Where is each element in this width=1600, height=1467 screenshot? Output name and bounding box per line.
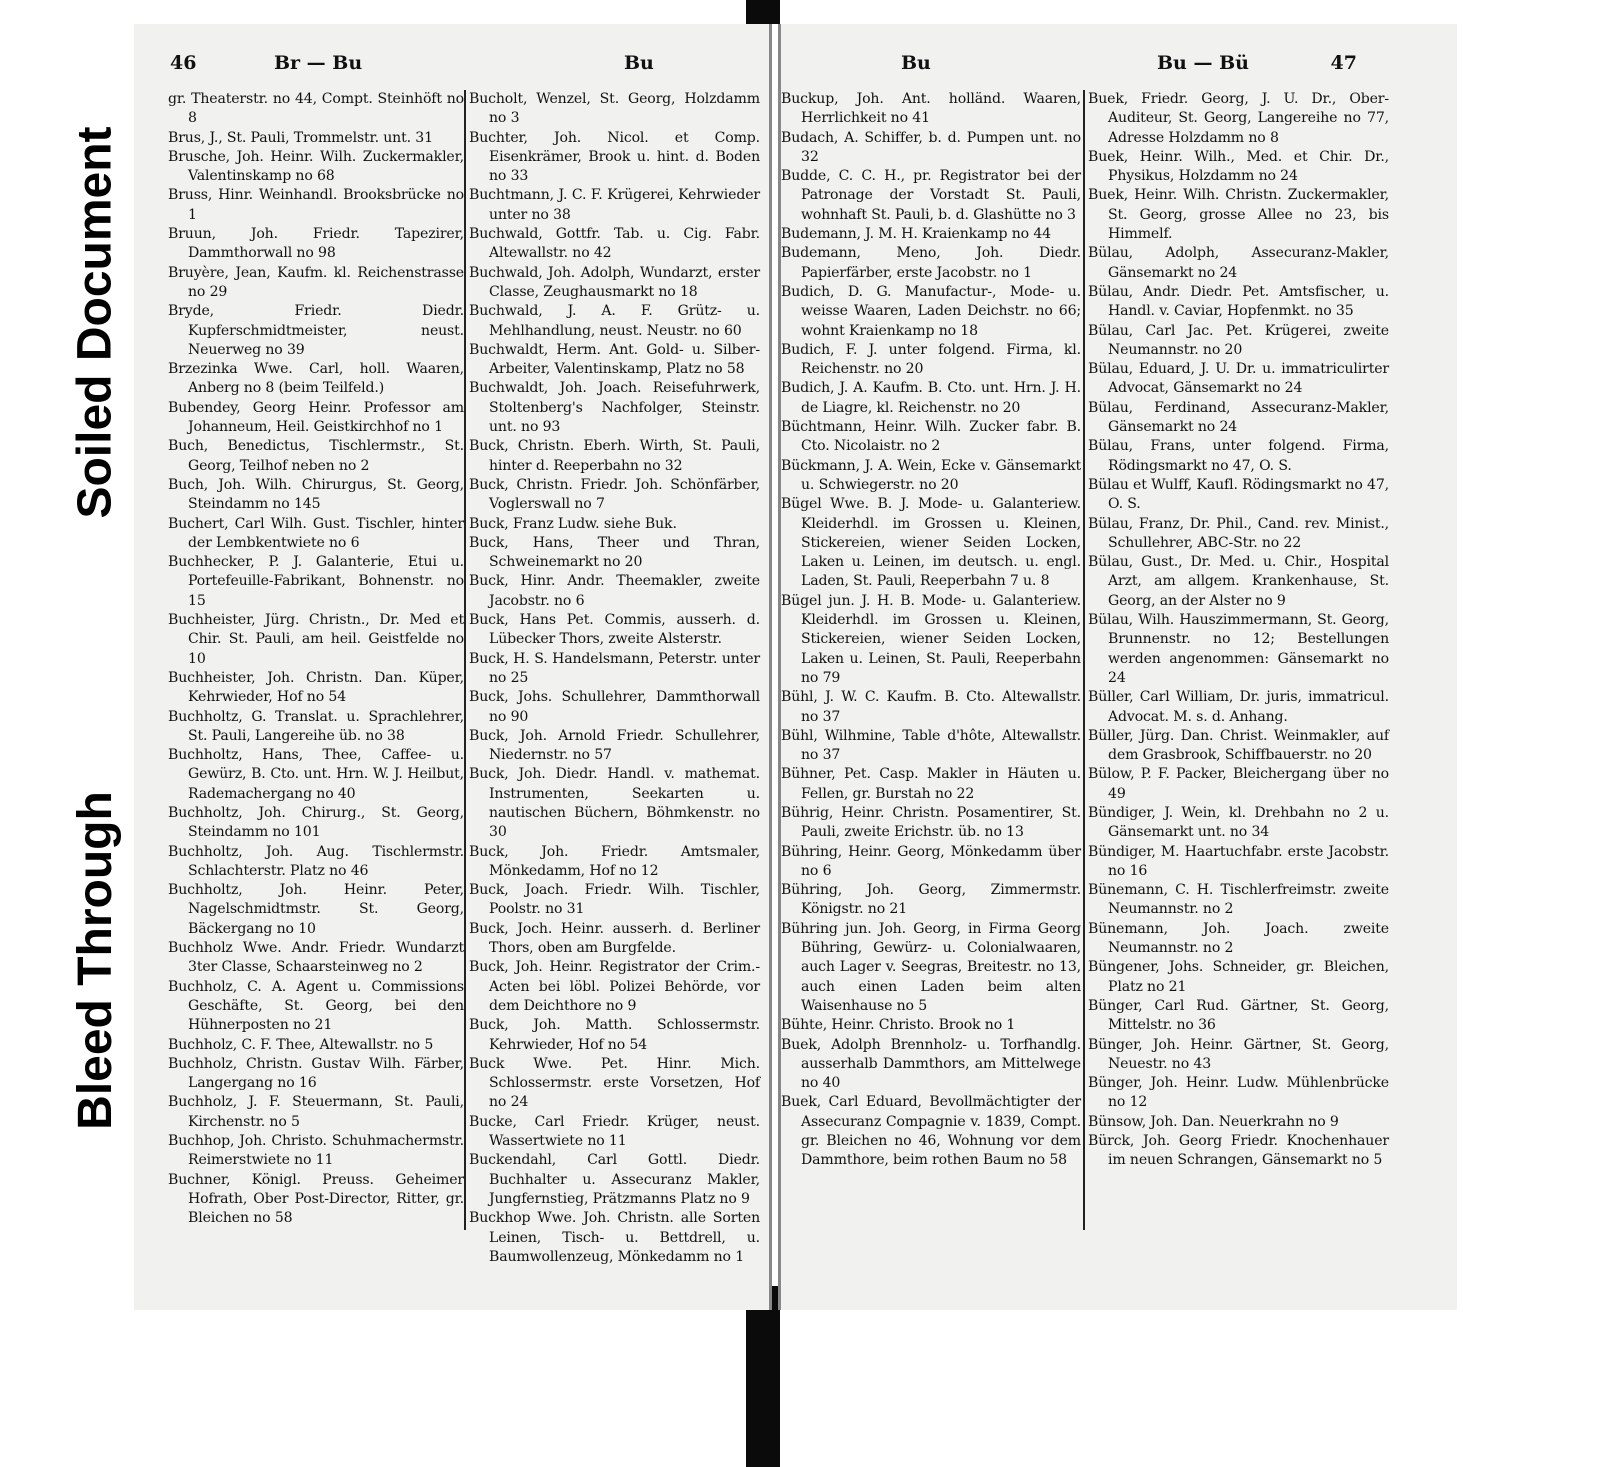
right-page-header <box>781 52 1457 82</box>
directory-entry: Buck, Hinr. Andr. Theemakler, zweite Jacobstr. no 6 <box>469 573 760 609</box>
directory-entry: Buck Wwe. Pet. Hinr. Mich. Schlossermstr. erste Vorsetzen, Hof no 24 <box>469 1055 760 1111</box>
directory-entry: Buchholz, C. A. Agent u. Commissions Geschäfte, St. Georg, bei den Hühnerposten no 21 <box>168 978 464 1034</box>
directory-entry: Bülau, Carl Jac. Pet. Krügerei, zweite Neumannstr. no 20 <box>1088 322 1389 358</box>
directory-entry: Buchtmann, J. C. F. Krügerei, Kehrwieder unter no 38 <box>469 187 760 223</box>
running-head-right: Bu — Bü <box>1157 52 1249 74</box>
directory-entry: Brusche, Joh. Heinr. Wilh. Zuckermakler, Valentinskamp no 68 <box>168 148 464 185</box>
directory-entry: Buchwald, J. A. F. Grütz- u. Mehlhandlung, neust. Neustr. no 60 <box>469 303 760 339</box>
directory-entry: Buckup, Joh. Ant. holländ. Waaren, Herrlichkeit no 41 <box>781 91 1081 127</box>
directory-entry: Bülau, Andr. Diedr. Pet. Amtsfischer, u. Handl. v. Caviar, Hopfenmkt. no 35 <box>1088 283 1389 320</box>
running-head-left: Br — Bu <box>274 52 363 74</box>
directory-entry: Buck, Hans, Theer und Thran, Schweinemarkt no 20 <box>469 534 760 571</box>
directory-entry: Buck, Joach. Friedr. Wilh. Tischler, Poolstr. no 31 <box>469 882 760 918</box>
directory-entry: Buchert, Carl Wilh. Gust. Tischler, hinter der Lembkentwiete no 6 <box>168 515 464 551</box>
directory-entry: Buck, Franz Ludw. siehe Buk. <box>469 515 677 532</box>
directory-entry: Buchwald, Joh. Adolph, Wundarzt, erster Classe, Zeughausmarkt no 18 <box>469 264 760 300</box>
directory-entry: Bühring, Heinr. Georg, Mönkedamm über no 6 <box>781 843 1081 879</box>
directory-entry: Bühner, Pet. Casp. Makler in Häuten u. Fellen, gr. Burstah no 22 <box>781 766 1081 802</box>
directory-entry: Brzezinka Wwe. Carl, holl. Waaren, Anberg no 8 (beim Teilfeld.) <box>168 361 464 397</box>
directory-entry: Buchwald, Gottfr. Tab. u. Cig. Fabr. Altewallstr. no 42 <box>469 226 760 262</box>
directory-entry: Bühte, Heinr. Christo. Brook no 1 <box>781 1017 1016 1034</box>
directory-entry: Buchholz, Christn. Gustav Wilh. Färber, Langergang no 16 <box>168 1055 464 1092</box>
directory-entry: Buck, Joh. Diedr. Handl. v. mathemat. Instrumenten, Seekarten u. nautischen Büchern, Böhmkenstr. no 30 <box>469 766 760 841</box>
directory-entry: Buchholtz, Joh. Aug. Tischlermstr. Schlachterstr. Platz no 46 <box>168 843 464 879</box>
directory-entry: Buek, Heinr. Wilh., Med. et Chir. Dr., Physikus, Holzdamm no 24 <box>1088 148 1389 185</box>
directory-entry: Budich, J. A. Kaufm. B. Cto. unt. Hrn. J. H. de Liagre, kl. Reichenstr. no 20 <box>781 380 1081 416</box>
directory-entry: Büller, Jürg. Dan. Christ. Weinmakler, auf dem Grasbrook, Schiffbauerstr. no 20 <box>1088 727 1389 764</box>
directory-column-3 <box>781 90 1081 1230</box>
directory-entry: Bubendey, Georg Heinr. Professor am Johanneum, Heil. Geistkirchhof no 1 <box>168 399 464 436</box>
directory-entry: Buchheister, Jürg. Christn., Dr. Med et Chir. St. Pauli, am heil. Geistfelde no 10 <box>168 612 464 667</box>
directory-entry: Buchner, Königl. Preuss. Geheimer Hofrath, Ober Post-Director, Ritter, gr. Bleichen no 58 <box>168 1171 464 1227</box>
directory-entry: Budemann, Meno, Joh. Diedr. Papierfärber, erste Jacobstr. no 1 <box>781 245 1081 281</box>
page-number-left: 46 <box>170 52 197 74</box>
directory-column-4 <box>1083 90 1389 1230</box>
directory-entry: Buck, H. S. Handelsmann, Peterstr. unter no 25 <box>469 650 760 686</box>
directory-entry: Bühl, Wilhmine, Table d'hôte, Altewallstr. no 37 <box>781 727 1081 764</box>
page-number-right: 47 <box>1330 52 1357 74</box>
directory-entry: Bünger, Joh. Heinr. Gärtner, St. Georg, Neuestr. no 43 <box>1088 1036 1389 1072</box>
directory-entry: Buch, Benedictus, Tischlermstr., St. Georg, Teilhof neben no 2 <box>168 438 464 474</box>
running-head-left-col2: Bu <box>624 52 654 74</box>
directory-entry: Bucke, Carl Friedr. Krüger, neust. Wassertwiete no 11 <box>469 1113 760 1150</box>
directory-entry: Budich, F. J. unter folgend. Firma, kl. Reichenstr. no 20 <box>781 341 1081 378</box>
directory-entry: Bülau, Ferdinand, Assecuranz-Makler, Gänsemarkt no 24 <box>1088 399 1389 436</box>
directory-entry: Bühl, J. W. C. Kaufm. B. Cto. Altewallstr. no 37 <box>781 689 1081 725</box>
directory-entry: Buchwaldt, Joh. Joach. Reisefuhrwerk, Stoltenberg's Nachfolger, Steinstr. unt. no 93 <box>469 380 760 436</box>
directory-entry: Bünsow, Joh. Dan. Neuerkrahn no 9 <box>1088 1113 1339 1130</box>
directory-entry: Buchter, Joh. Nicol. et Comp. Eisenkrämer, Brook u. hint. d. Boden no 33 <box>469 129 760 185</box>
directory-entry: Buchhop, Joh. Christo. Schuhmachermstr. Reimerstwiete no 11 <box>168 1133 464 1169</box>
directory-entry: Bülau, Adolph, Assecuranz-Makler, Gänsemarkt no 24 <box>1088 245 1389 281</box>
directory-entry: Bülau, Eduard, J. U. Dr. u. immatriculirter Advocat, Gänsemarkt no 24 <box>1088 361 1389 397</box>
left-page-header <box>170 52 749 82</box>
directory-entry: Buck, Christn. Eberh. Wirth, St. Pauli, hinter d. Reeperbahn no 32 <box>469 438 760 474</box>
directory-entry: Buek, Heinr. Wilh. Christn. Zuckermakler, St. Georg, grosse Allee no 23, bis Himmelf. <box>1088 187 1389 243</box>
directory-entry: Buchholtz, G. Translat. u. Sprachlehrer, St. Pauli, Langereihe üb. no 38 <box>168 708 464 744</box>
directory-entry: Brus, J., St. Pauli, Trommelstr. unt. 31 <box>168 129 433 146</box>
directory-entry: Buck, Joh. Friedr. Amtsmaler, Mönkedamm, Hof no 12 <box>469 843 760 879</box>
directory-entry: Bündiger, M. Haartuchfabr. erste Jacobstr. no 16 <box>1088 843 1389 879</box>
bleed-through-label: Bleed Through <box>60 740 130 1180</box>
spine-bottom <box>746 1286 780 1467</box>
directory-entry: Bruun, Joh. Friedr. Tapezirer, Dammthorwall no 98 <box>168 226 464 262</box>
directory-entry: Budich, D. G. Manufactur-, Mode- u. weisse Waaren, Laden Deichstr. no 66; wohnt Kraienkamp no 18 <box>781 283 1081 339</box>
directory-entry: Bückmann, J. A. Wein, Ecke v. Gänsemarkt u. Schwiegerstr. no 20 <box>781 457 1081 493</box>
directory-entry: Buchhecker, P. J. Galanterie, Etui u. Portefeuille-Fabrikant, Bohnenstr. no 15 <box>168 554 464 609</box>
directory-entry: Bryde, Friedr. Diedr. Kupferschmidtmeister, neust. Neuerweg no 39 <box>168 303 464 358</box>
directory-entry: Bülau, Franz, Dr. Phil., Cand. rev. Minist., Schullehrer, ABC-Str. no 22 <box>1088 515 1389 551</box>
directory-column-2 <box>464 90 760 1265</box>
directory-entry: Bülau, Gust., Dr. Med. u. Chir., Hospital Arzt, am allgem. Krankenhause, St. Georg, an der Alster no 9 <box>1088 554 1389 609</box>
directory-entry: Buchholz Wwe. Andr. Friedr. Wundarzt 3ter Classe, Schaarsteinweg no 2 <box>168 940 464 976</box>
directory-entry: Buek, Friedr. Georg, J. U. Dr., Ober-Auditeur, St. Georg, Langereihe no 77, Adresse Holzdamm no 8 <box>1088 91 1389 146</box>
directory-entry: Bügel jun. J. H. B. Mode- u. Galanteriew. Kleiderhdl. im Grossen u. Kleinen, Stickereien, wiener Seiden Locken, Laken u. Leinen, St. Pauli, Reeperbahn no 79 <box>781 592 1081 686</box>
directory-entry: Buchholz, J. F. Steuermann, St. Pauli, Kirchenstr. no 5 <box>168 1094 464 1130</box>
running-head-right-col1: Bu <box>901 52 931 74</box>
directory-entry: Bülau et Wulff, Kaufl. Rödingsmarkt no 47, O. S. <box>1088 476 1389 513</box>
directory-entry: Bülau, Wilh. Hauszimmermann, St. Georg, Brunnenstr. no 12; Bestellungen werden angenommen: Gänsemarkt no 24 <box>1088 612 1389 686</box>
directory-entry: Buck, Christn. Friedr. Joh. Schönfärber, Voglerswall no 7 <box>469 476 760 513</box>
directory-entry: Buck, Hans Pet. Commis, ausserh. d. Lübecker Thors, zweite Alsterstr. <box>469 612 760 648</box>
directory-entry: Buck, Joh. Heinr. Registrator der Crim.-Acten bei löbl. Polizei Behörde, vor dem Deichthore no 9 <box>469 959 760 1014</box>
right-page <box>778 24 1457 1310</box>
directory-entry: Bürck, Joh. Georg Friedr. Knochenhauer im neuen Schrangen, Gänsemarkt no 5 <box>1088 1133 1389 1169</box>
directory-entry: Buck, Joh. Arnold Friedr. Schullehrer, Niedernstr. no 57 <box>469 727 760 764</box>
directory-entry: Buchwaldt, Herm. Ant. Gold- u. Silber-Arbeiter, Valentinskamp, Platz no 58 <box>469 341 760 378</box>
directory-entry: Büchtmann, Heinr. Wilh. Zucker fabr. B. Cto. Nicolaistr. no 2 <box>781 419 1081 455</box>
directory-entry: Buek, Carl Eduard, Bevollmächtigter der Assecuranz Compagnie v. 1839, Compt. gr. Bleichen no 46, Wohnung vor dem Dammthore, beim rothen Baum no 58 <box>781 1094 1081 1169</box>
directory-entry: Bülau, Frans, unter folgend. Firma, Rödingsmarkt no 47, O. S. <box>1088 438 1389 474</box>
directory-column-1 <box>168 90 464 1230</box>
directory-entry: Buckendahl, Carl Gottl. Diedr. Buchhalter u. Assecuranz Makler, Jungfernstieg, Prätzmanns Platz no 9 <box>469 1152 760 1207</box>
directory-entry: Buchheister, Joh. Christn. Dan. Küper, Kehrwieder, Hof no 54 <box>168 669 464 706</box>
directory-entry: Büngener, Johs. Schneider, gr. Bleichen, Platz no 21 <box>1088 959 1389 995</box>
directory-entry: Bruss, Hinr. Weinhandl. Brooksbrücke no 1 <box>168 187 464 223</box>
directory-entry: Buck, Johs. Schullehrer, Dammthorwall no 90 <box>469 689 760 725</box>
directory-entry: Bügel Wwe. B. J. Mode- u. Galanteriew. Kleiderhdl. im Grossen u. Kleinen, Stickereien, wiener Seiden Locken, Laken u. Leinen, im deutsch. u. engl. Laden, St. Pauli, Reeperbahn 7 u. 8 <box>781 496 1081 590</box>
directory-entry: Bülow, P. F. Packer, Bleichergang über no 49 <box>1088 766 1389 802</box>
directory-entry: Budemann, J. M. H. Kraienkamp no 44 <box>781 226 1051 243</box>
directory-entry: Bündiger, J. Wein, kl. Drehbahn no 2 u. Gänsemarkt unt. no 34 <box>1088 804 1389 841</box>
directory-entry: Bünemann, C. H. Tischlerfreimstr. zweite Neumannstr. no 2 <box>1088 882 1389 918</box>
directory-entry: Bühring, Joh. Georg, Zimmermstr. Königstr. no 21 <box>781 882 1081 918</box>
soiled-document-label: Soiled Document <box>60 62 130 582</box>
directory-entry: Buck, Joch. Heinr. ausserh. d. Berliner Thors, oben am Burgfelde. <box>469 920 760 957</box>
directory-entry: Buch, Joh. Wilh. Chirurgus, St. Georg, Steindamm no 145 <box>168 476 464 513</box>
directory-entry: Buek, Adolph Brennholz- u. Torfhandlg. ausserhalb Dammthors, am Mittelwege no 40 <box>781 1036 1081 1092</box>
directory-entry: Budach, A. Schiffer, b. d. Pumpen unt. no 32 <box>781 129 1081 165</box>
directory-entry: Bühring jun. Joh. Georg, in Firma Georg Bühring, Gewürz- u. Colonialwaaren, auch Lager v. Seegras, Breitestr. no 13, auch einen Laden beim alten Waisenhause no 5 <box>781 920 1081 1014</box>
spine-top <box>746 0 780 24</box>
directory-entry: Budde, C. C. H., pr. Registrator bei der Patronage der Vorstadt St. Pauli, wohnhaft St. Pauli, b. d. Glashütte no 3 <box>781 168 1081 223</box>
directory-entry: Bünger, Carl Rud. Gärtner, St. Georg, Mittelstr. no 36 <box>1088 997 1389 1034</box>
directory-entry: Bünger, Joh. Heinr. Ludw. Mühlenbrücke no 12 <box>1088 1075 1389 1111</box>
directory-entry: Buchholtz, Joh. Chirurg., St. Georg, Steindamm no 101 <box>168 804 464 841</box>
directory-entry: Büller, Carl William, Dr. juris, immatricul. Advocat. M. s. d. Anhang. <box>1088 689 1389 725</box>
directory-entry: Bünemann, Joh. Joach. zweite Neumannstr. no 2 <box>1088 920 1389 957</box>
directory-entry: Bührig, Heinr. Christn. Posamentirer, St. Pauli, zweite Erichstr. üb. no 13 <box>781 804 1081 841</box>
directory-entry: Buchholtz, Joh. Heinr. Peter, Nagelschmidtmstr. St. Georg, Bäckergang no 10 <box>168 882 464 937</box>
left-page <box>134 24 772 1310</box>
directory-entry: Buck, Joh. Matth. Schlossermstr. Kehrwieder, Hof no 54 <box>469 1017 760 1053</box>
directory-entry: Bucholt, Wenzel, St. Georg, Holzdamm no 3 <box>469 91 760 127</box>
directory-entry: gr. Theaterstr. no 44, Compt. Steinhöft no 8 <box>168 91 464 127</box>
directory-entry: Buchholz, C. F. Thee, Altewallstr. no 5 <box>168 1036 434 1053</box>
directory-entry: Buchholtz, Hans, Thee, Caffee- u. Gewürz, B. Cto. unt. Hrn. W. J. Heilbut, Rademachergang no 40 <box>168 747 464 802</box>
directory-entry: Buckhop Wwe. Joh. Christn. alle Sorten Leinen, Tisch- u. Bettdrell, u. Baumwollenzeug, Mönkedamm no 1 <box>469 1210 760 1265</box>
directory-entry: Bruyère, Jean, Kaufm. kl. Reichenstrasse no 29 <box>168 264 464 300</box>
